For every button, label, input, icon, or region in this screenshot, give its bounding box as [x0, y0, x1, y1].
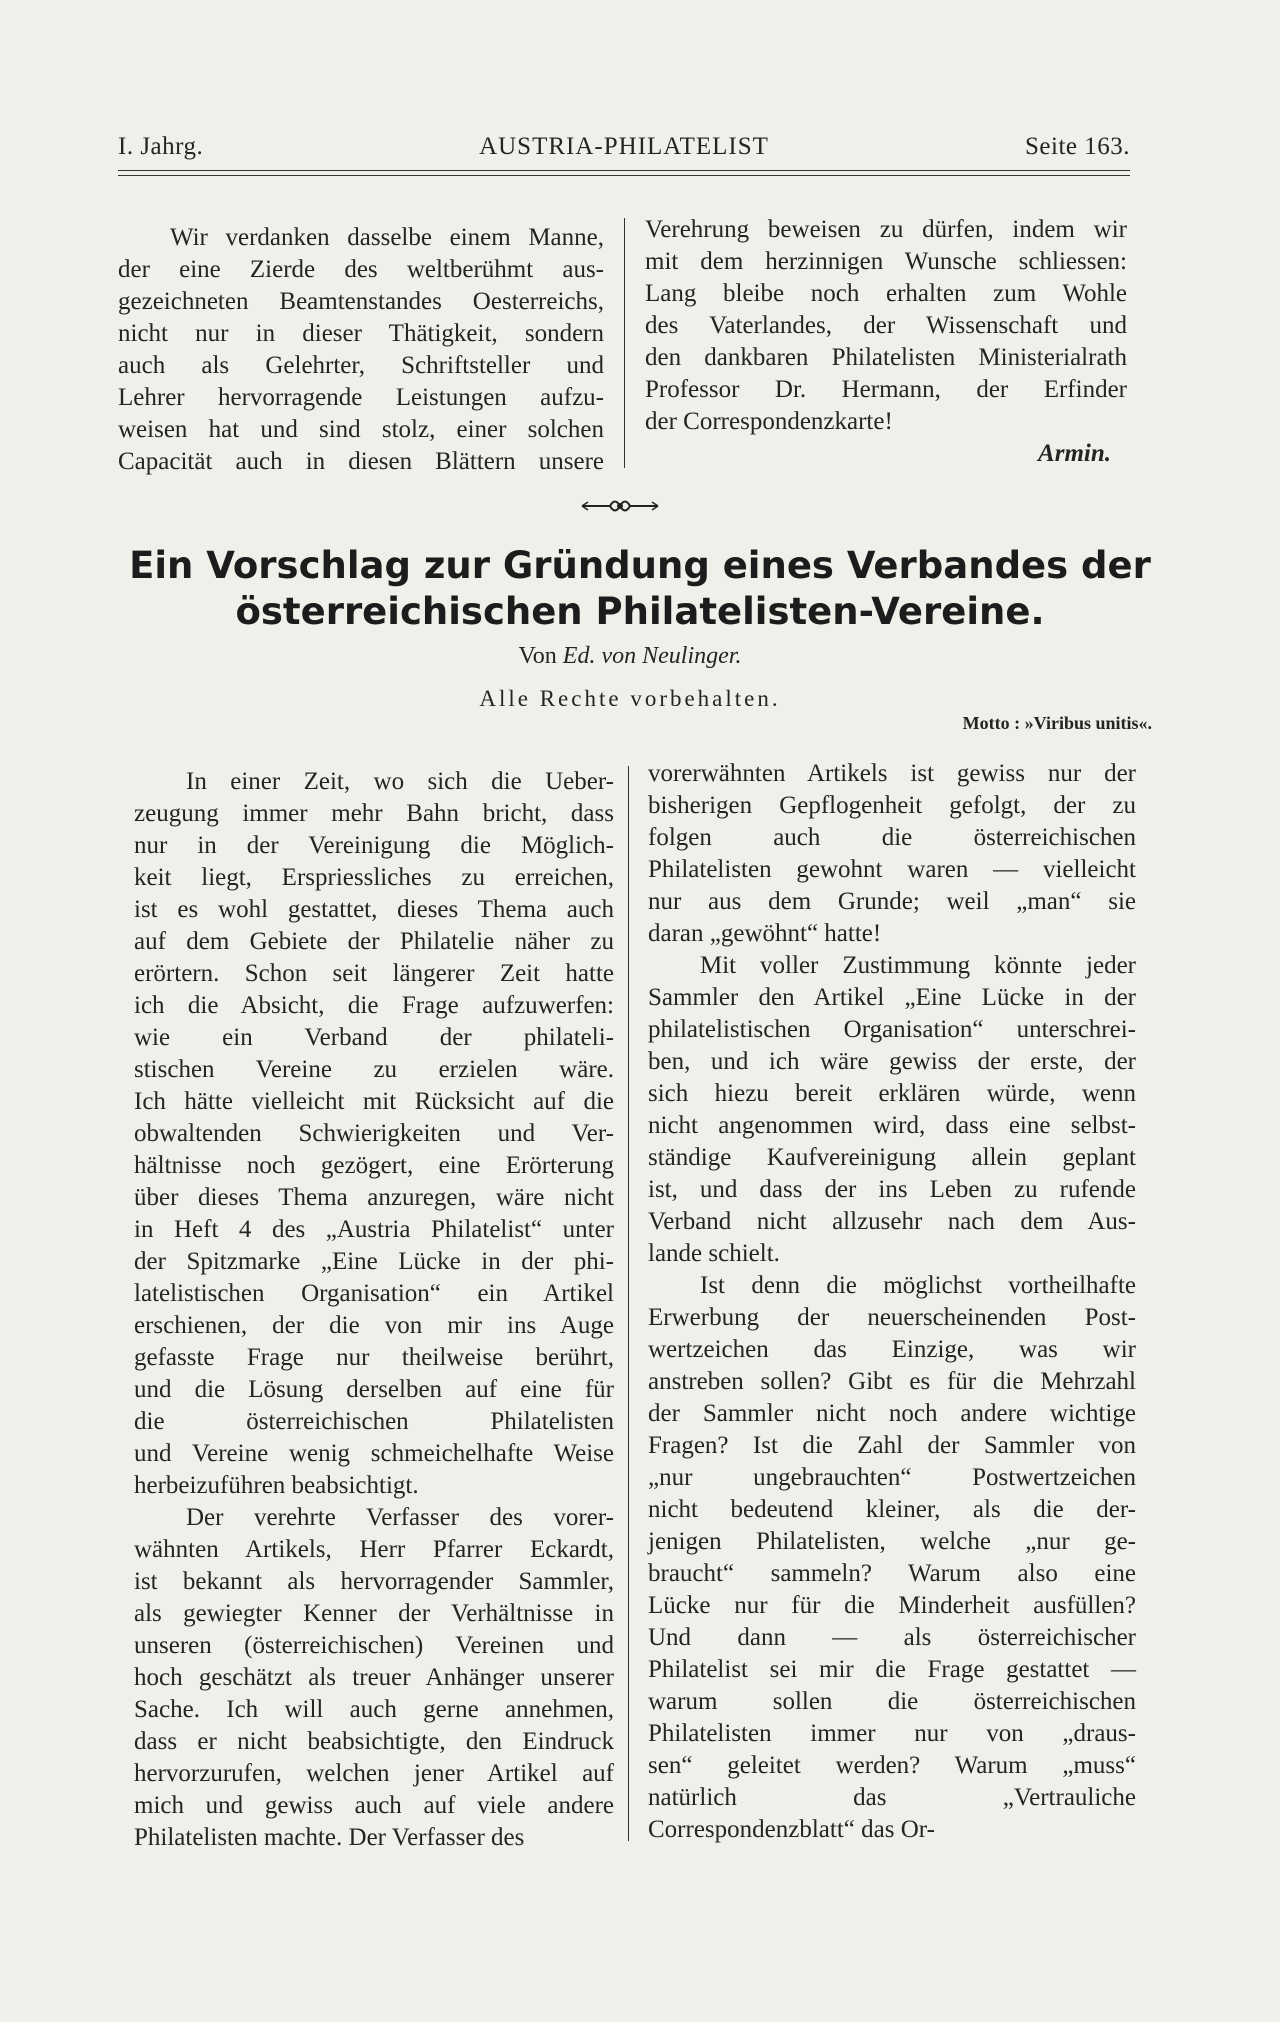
- text-line: hervorzurufen, welchen jener Artikel auf: [134, 1760, 614, 1787]
- text-line: natürlich das „Vertrauliche: [648, 1784, 1136, 1811]
- motto: Motto : »Viribus unitis«.: [962, 713, 1152, 733]
- text-line: hältnisse noch gezögert, eine Erörterung: [134, 1152, 614, 1179]
- text-line: gezeichneten Beamtenstandes Oesterreichs,: [118, 288, 604, 315]
- text-line: zeugung immer mehr Bahn bricht, dass: [134, 800, 614, 827]
- text-line: Philatelisten gewohnt waren — vielleicht: [648, 856, 1136, 883]
- prev-article-left-column: [118, 222, 604, 478]
- byline: [0, 643, 1260, 670]
- text-line: des Vaterlandes, der Wissenschaft und: [645, 312, 1127, 339]
- text-line: den dankbaren Philatelisten Ministerialrath: [645, 344, 1127, 371]
- signature: Armin.: [1038, 440, 1111, 467]
- ornament-divider-icon: [580, 494, 660, 518]
- text-line: philatelistischen Organisation“ unterschrei-: [648, 1016, 1136, 1043]
- text-line: „nur ungebrauchten“ Postwertzeichen: [648, 1464, 1136, 1491]
- author-name: Ed. von Neulinger.: [562, 643, 742, 669]
- text-line: warum sollen die österreichischen: [648, 1688, 1136, 1715]
- text-line: mich und gewiss auch auf viele andere: [134, 1792, 614, 1819]
- text-line: nicht nur in dieser Thätigkeit, sondern: [118, 320, 604, 347]
- text-line: Lehrer hervorragende Leistungen aufzu-: [118, 384, 604, 411]
- text-line: sen“ geleitet werden? Warum „muss“: [648, 1752, 1136, 1779]
- text-line: erschienen, der die von mir ins Auge: [134, 1312, 614, 1339]
- text-line: der eine Zierde des weltberühmt aus-: [118, 256, 604, 283]
- text-line: Sache. Ich will auch gerne annehmen,: [134, 1696, 614, 1723]
- text-line: In einer Zeit, wo sich die Ueber-: [186, 768, 614, 795]
- text-line: wertzeichen das Einzige, was wir: [648, 1336, 1136, 1363]
- text-line: vorerwähnten Artikels ist gewiss nur der: [648, 760, 1136, 787]
- text-line: nicht angenommen wird, dass eine selbst-: [648, 1112, 1136, 1139]
- text-line: folgen auch die österreichischen: [648, 824, 1136, 851]
- text-line: Philatelisten machte. Der Verfasser des: [134, 1824, 525, 1851]
- text-line: dass er nicht beabsichtigte, den Eindruck: [134, 1728, 614, 1755]
- text-line: lande schielt.: [648, 1240, 780, 1267]
- text-line: Fragen? Ist die Zahl der Sammler von: [648, 1432, 1136, 1459]
- rights-notice: Alle Rechte vorbehalten.: [479, 686, 781, 711]
- byline-prefix: Von: [518, 643, 557, 669]
- page-number: Seite 163.: [1025, 133, 1130, 160]
- text-line: Verband nicht allzusehr nach dem Aus-: [648, 1208, 1136, 1235]
- text-line: keit liegt, Erspriessliches zu erreichen,: [134, 864, 614, 891]
- running-header: [118, 133, 1130, 173]
- text-line: der Sammler nicht noch andere wichtige: [648, 1400, 1136, 1427]
- text-line: gefasste Frage nur theilweise berührt,: [134, 1344, 614, 1371]
- text-line: bisherigen Gepflogenheit gefolgt, der zu: [648, 792, 1136, 819]
- text-line: jenigen Philatelisten, welche „nur ge-: [648, 1528, 1136, 1555]
- text-line: weisen hat und sind stolz, einer solchen: [118, 416, 604, 443]
- text-line: als gewiegter Kenner der Verhältnisse in: [134, 1600, 614, 1627]
- text-line: ist es wohl gestattet, dieses Thema auch: [134, 896, 614, 923]
- text-line: sich hiezu bereit erklären würde, wenn: [648, 1080, 1136, 1107]
- text-line: obwaltenden Schwierigkeiten und Ver-: [134, 1120, 614, 1147]
- article-right-column: [648, 758, 1136, 1846]
- text-line: latelistischen Organisation“ ein Artikel: [134, 1280, 614, 1307]
- text-line: ben, und ich wäre gewiss der erste, der: [648, 1048, 1136, 1075]
- text-line: Wir verdanken dasselbe einem Manne,: [170, 224, 604, 251]
- text-line: der Spitzmarke „Eine Lücke in der phi-: [134, 1248, 614, 1275]
- text-line: Sammler den Artikel „Eine Lücke in der: [648, 984, 1136, 1011]
- text-line: und die Lösung derselben auf eine für: [134, 1376, 614, 1403]
- article-left-column: [134, 766, 614, 1854]
- article-title-line-2: österreichischen Philatelisten-Vereine.: [235, 590, 1045, 633]
- text-line: über dieses Thema anzuregen, wäre nicht: [134, 1184, 614, 1211]
- text-line: auf dem Gebiete der Philatelie näher zu: [134, 928, 614, 955]
- text-line: in Heft 4 des „Austria Philatelist“ unter: [134, 1216, 614, 1243]
- text-line: nur in der Vereinigung die Möglich-: [134, 832, 614, 859]
- text-line: Lücke nur für die Minderheit ausfüllen?: [648, 1592, 1136, 1619]
- text-line: hoch geschätzt als treuer Anhänger unserer: [134, 1664, 614, 1691]
- text-line: Lang bleibe noch erhalten zum Wohle: [645, 280, 1127, 307]
- text-line: daran „gewöhnt“ hatte!: [648, 920, 882, 947]
- text-line: und Vereine wenig schmeichelhafte Weise: [134, 1440, 614, 1467]
- journal-title: AUSTRIA-PHILATELIST: [479, 133, 769, 160]
- text-line: die österreichischen Philatelisten: [134, 1408, 614, 1435]
- text-line: Ist denn die möglichst vortheilhafte: [700, 1272, 1136, 1299]
- text-line: herbeizuführen beabsichtigt.: [134, 1472, 419, 1499]
- text-line: Erwerbung der neuerscheinenden Post-: [648, 1304, 1136, 1331]
- text-line: unseren (österreichischen) Vereinen und: [134, 1632, 614, 1659]
- text-line: Verehrung beweisen zu dürfen, indem wir: [645, 216, 1127, 243]
- text-line: Professor Dr. Hermann, der Erfinder: [645, 376, 1127, 403]
- text-line: nicht bedeutend kleiner, als die der-: [648, 1496, 1136, 1523]
- prev-article-right-column: [645, 214, 1127, 470]
- text-line: auch als Gelehrter, Schriftsteller und: [118, 352, 604, 379]
- text-line: anstreben sollen? Gibt es für die Mehrzahl: [648, 1368, 1136, 1395]
- column-divider-top: [624, 218, 625, 468]
- text-line: der Correspondenzkarte!: [645, 408, 893, 435]
- article-title-line-1: Ein Vorschlag zur Gründung eines Verbandes der: [129, 544, 1151, 587]
- text-line: Philatelisten immer nur von „draus-: [648, 1720, 1136, 1747]
- text-line: stischen Vereine zu erzielen wäre.: [134, 1056, 614, 1083]
- text-line: ständige Kaufvereinigung allein geplant: [648, 1144, 1136, 1171]
- text-line: Ich hätte vielleicht mit Rücksicht auf die: [134, 1088, 614, 1115]
- text-line: Mit voller Zustimmung könnte jeder: [700, 952, 1136, 979]
- text-line: erörtern. Schon seit längerer Zeit hatte: [134, 960, 614, 987]
- text-line: Philatelist sei mir die Frage gestattet —: [648, 1656, 1136, 1683]
- text-line: mit dem herzinnigen Wunsche schliessen:: [645, 248, 1127, 275]
- text-line: ist bekannt als hervorragender Sammler,: [134, 1568, 614, 1595]
- text-line: wie ein Verband der philateli-: [134, 1024, 614, 1051]
- header-rule-bottom: [118, 175, 1130, 176]
- text-line: Correspondenzblatt“ das Or-: [648, 1816, 935, 1843]
- text-line: braucht“ sammeln? Warum also eine: [648, 1560, 1136, 1587]
- text-line: ist, und dass der ins Leben zu rufende: [648, 1176, 1136, 1203]
- header-rule-top: [118, 170, 1130, 171]
- text-line: Capacität auch in diesen Blättern unsere: [118, 448, 604, 475]
- volume-label: I. Jahrg.: [118, 133, 204, 160]
- text-line: Und dann — als österreichischer: [648, 1624, 1136, 1651]
- text-line: nur aus dem Grunde; weil „man“ sie: [648, 888, 1136, 915]
- column-divider-bottom: [628, 766, 629, 1841]
- text-line: wähnten Artikels, Herr Pfarrer Eckardt,: [134, 1536, 614, 1563]
- text-line: ich die Absicht, die Frage aufzuwerfen:: [134, 992, 614, 1019]
- text-line: Der verehrte Verfasser des vorer-: [186, 1504, 614, 1531]
